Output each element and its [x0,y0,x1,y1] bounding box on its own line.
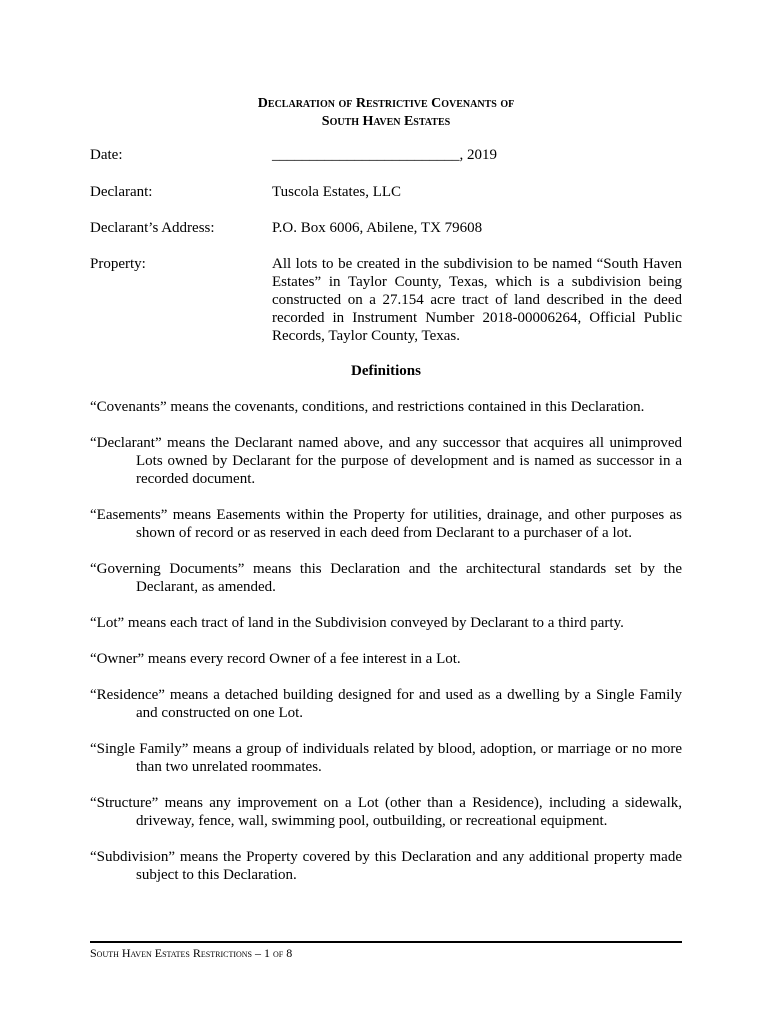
footer-rule [90,941,682,943]
title-line-1: Declaration of Restrictive Covenants of [257,96,515,111]
definition-subdivision: “Subdivision” means the Property covered by this Declaration and any additional property made subject to this Declaration. [90,849,682,883]
definitions-heading: Definitions [350,363,421,379]
definition-structure: “Structure” means any improvement on a Lot (other than a Residence), including a sidewalk, driveway, fence, wall, swimming pool, outbuilding, or recreational equipment. [90,795,682,829]
meta-value: _________________________, 2019 [272,147,497,163]
meta-label: Date: [90,147,123,163]
meta-value: All lots to be created in the subdivision to be named “South Haven Estates” in Taylor County, Texas, which is a subdivision being constructed on a 27.154 acre tract of land described in the deed recorded in Instrument Number 2018-00006264, Official Public Records, Taylor County, Texas. [272,256,682,344]
page-footer: South Haven Estates Restrictions – 1 of 8 [90,946,293,960]
definition-easements: “Easements” means Easements within the Property for utilities, drainage, and other purposes as shown of record or as reserved in each deed from Declarant to a purchaser of a lot. [90,507,682,541]
definition-covenants: “Covenants” means the covenants, conditions, and restrictions contained in this Declaration. [90,399,645,415]
definition-declarant: “Declarant” means the Declarant named above, and any successor that acquires all unimproved Lots owned by Declarant for the purpose of development and is named as successor in a recorded document. [90,435,682,487]
title-line-2: South Haven Estates [321,114,451,129]
meta-label: Property: [90,256,146,272]
document-title [90,95,682,131]
meta-label: Declarant’s Address: [90,220,215,236]
meta-label: Declarant: [90,184,153,200]
definition-lot: “Lot” means each tract of land in the Subdivision conveyed by Declarant to a third party. [90,615,624,631]
meta-value: Tuscola Estates, LLC [272,184,402,200]
definition-governing-documents: “Governing Documents” means this Declaration and the architectural standards set by the Declarant, as amended. [90,561,682,595]
definition-residence: “Residence” means a detached building designed for and used as a dwelling by a Single Family and constructed on one Lot. [90,687,682,721]
definition-single-family: “Single Family” means a group of individuals related by blood, adoption, or marriage or no more than two unrelated roommates. [90,741,682,775]
definition-owner: “Owner” means every record Owner of a fee interest in a Lot. [90,651,461,667]
meta-value: P.O. Box 6006, Abilene, TX 79608 [272,220,483,236]
definitions-list [90,398,682,902]
document-page [90,0,682,1024]
